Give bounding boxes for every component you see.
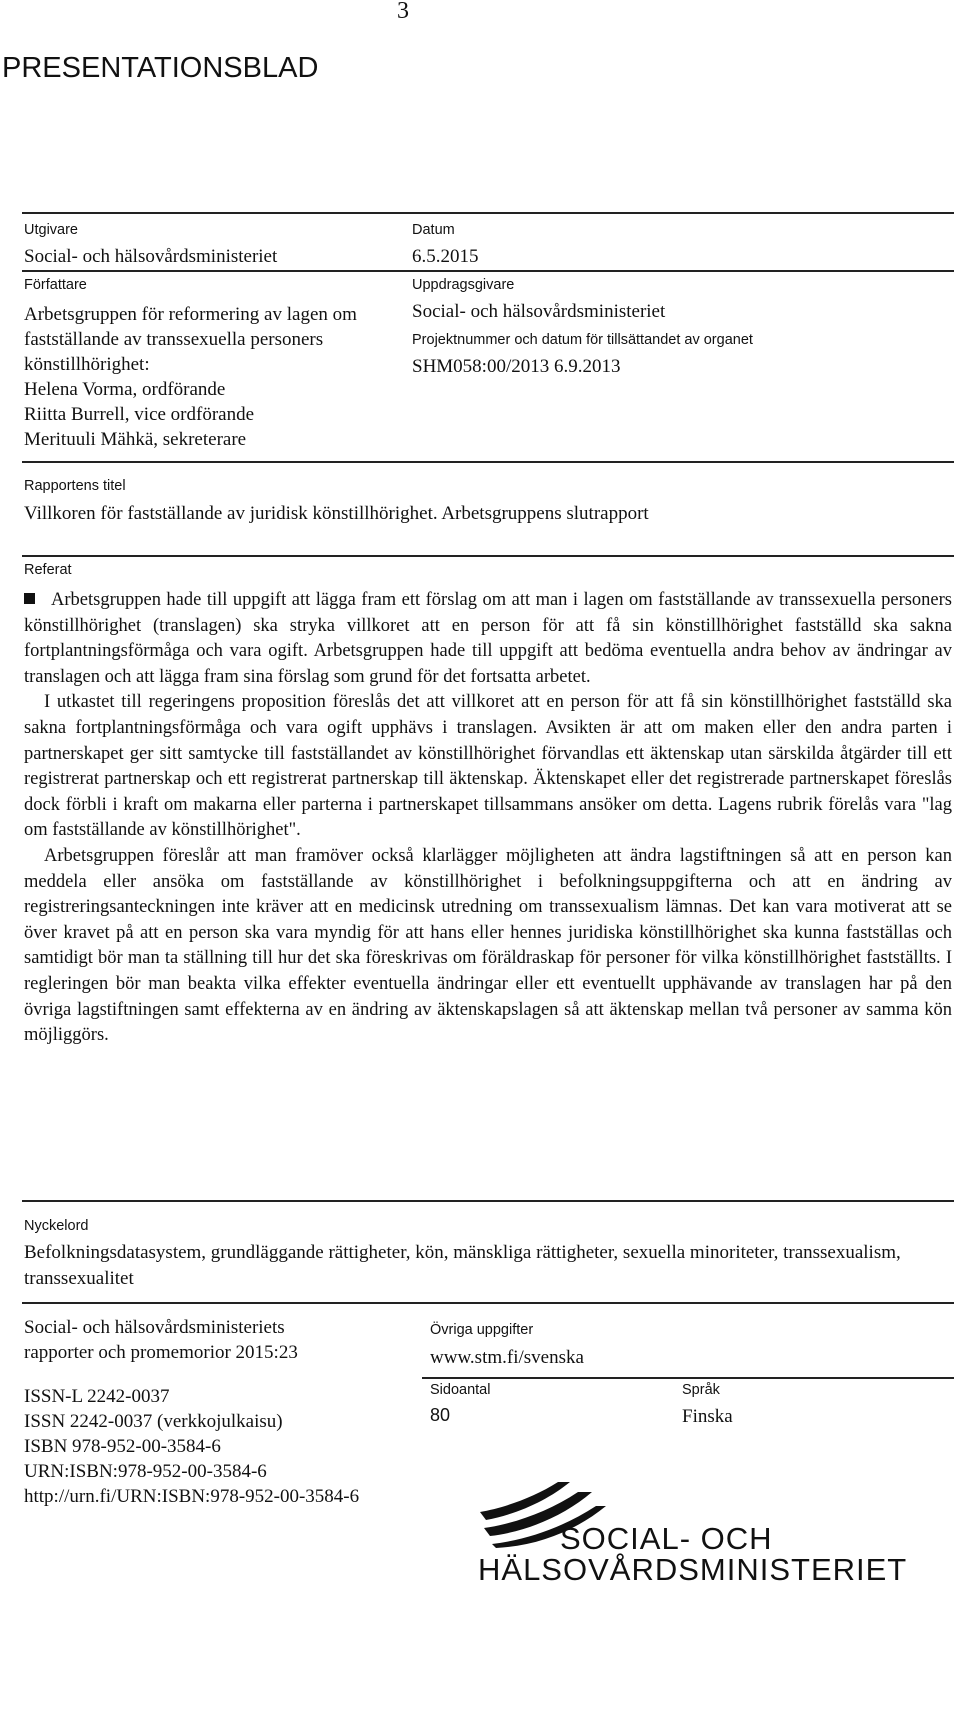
projektnummer-label: Projektnummer och datum för tillsättandet av organet — [412, 332, 753, 348]
uppdragsgivare-value: Social- och hälsovårdsministeriet — [412, 301, 666, 322]
issn: ISSN 2242-0037 (verkkojulkaisu) — [24, 1411, 283, 1432]
datum-value: 6.5.2015 — [412, 246, 479, 267]
serie-line: Social- och hälsovårdsministeriets — [24, 1317, 285, 1338]
referat-body — [24, 588, 952, 1049]
rapport-titel-label: Rapportens titel — [24, 478, 126, 494]
urn-link[interactable]: http://urn.fi/URN:ISBN:978-952-00-3584-6 — [24, 1486, 360, 1507]
projektnummer-value: SHM058:00/2013 6.9.2013 — [412, 356, 621, 377]
forfattare-line: Merituuli Mähkä, sekreterare — [24, 429, 247, 450]
utgivare-value: Social- och hälsovårdsministeriet — [24, 246, 278, 267]
nyckelord-value: Befolkningsdatasystem, grundläggande rättigheter, kön, mänskliga rättigheter, sexuella minoriteter, transsexualism, transsexualitet — [24, 1242, 901, 1289]
referat-paragraph: Arbetsgruppen hade till uppgift att lägga fram ett förslag om att man i lagen om fastställande av transsexuella personers könstillhörighet (translagen) ska stryka villkoret att en person för att få sin könstillhörighet fastställd ska sakna fortplantningsförmåga och vara ogift. Arbetsgruppen hade till uppgift att bedöma eventuella andra behov av ändringar av translagen och att lägga fram sina förslag som grund för det fortsatta arbetet. — [24, 590, 952, 687]
issn-l: ISSN-L 2242-0037 — [24, 1386, 170, 1407]
divider-top — [22, 212, 954, 214]
divider-rapport — [22, 461, 954, 463]
sidoantal-value: 80 — [430, 1405, 451, 1425]
logo-line1: SOCIAL- OCH — [560, 1521, 773, 1556]
utgivare-label: Utgivare — [24, 222, 78, 238]
divider-sidoantal — [422, 1377, 954, 1379]
nyckelord-label: Nyckelord — [24, 1218, 89, 1234]
ministry-logo — [478, 1478, 908, 1588]
page-number: 3 — [397, 0, 409, 24]
divider-datum — [22, 270, 954, 272]
square-bullet-icon — [24, 593, 35, 604]
referat-paragraph: I utkastet till regeringens proposition föreslås det att villkoret att en person för att få sin könstillhörighet fastställd ska sakna fortplantningsförmåga och vara ogift upphävs i translagen. Avsikten är att om maken eller den andra parten i partnerskapet ger sitt samtycke till fastställandet av könstillhörighet förvandlas ett äktenskap utan särskilda åtgärder till ett registrerat partnerskap och ett registrerat partnerskap till äktenskap. Äktenskapet eller det registrerade partnerskapet föreslås dock förbli i kraft om makarna eller parterna i partnerskapet tillsammans ansöker om detta. Lagens rubrik förelås vara "lag om fastställande av könstillhörighet". — [24, 692, 952, 841]
divider-referat — [22, 555, 954, 557]
forfattare-label: Författare — [24, 277, 87, 293]
serie-line: rapporter och promemorior 2015:23 — [24, 1342, 298, 1363]
identifiers-block — [24, 1384, 359, 1509]
forfattare-line: Riitta Burrell, vice ordförande — [24, 404, 255, 425]
forfattare-line: Helena Vorma, ordförande — [24, 379, 226, 400]
forfattare-block — [24, 302, 357, 452]
forfattare-line: fastställande av transsexuella personers — [24, 329, 324, 350]
datum-label: Datum — [412, 222, 455, 238]
sidoantal-label: Sidoantal — [430, 1382, 491, 1398]
isbn: ISBN 978-952-00-3584-6 — [24, 1436, 221, 1457]
forfattare-line: könstillhörighet: — [24, 354, 150, 375]
referat-label: Referat — [24, 562, 72, 578]
logo-line2: HÄLSOVÅRDSMINISTERIET — [478, 1552, 908, 1587]
urn-isbn: URN:ISBN:978-952-00-3584-6 — [24, 1461, 267, 1482]
serie-block — [24, 1315, 298, 1365]
ovriga-label: Övriga uppgifter — [430, 1322, 534, 1338]
ovriga-value[interactable]: www.stm.fi/svenska — [430, 1347, 584, 1368]
uppdragsgivare-label: Uppdragsgivare — [412, 277, 515, 293]
divider-nyckelord — [22, 1200, 954, 1202]
referat-paragraph: Arbetsgruppen föreslår att man framöver också klarlägger möjligheten att ändra lagstiftningen så att en person kan meddela eller ansöka om fastställande av könstillhörighet i befolkningsuppgifterna och att en ändring av registreringsanteckningen inte kräver att en medicinsk utredning om transsexualism lämnas. Det kan vara motiverat att se över kravet på att en person ska vara myndig för att hans eller hennes juridiska könstillhörighet ska kunna fastställas och samtidigt bör man ta ställning till hur det ska föreskrivas om föräldraskap för personer för vilka könstillhörighet fastställts. I regleringen bör man beakta vilka effekter eventuella ändringar eller ett eventuellt upphävande av translagen har på den övriga lagstiftningen samt effekterna av en ändring av äktenskapslagen så att äktenskap mellan två personer av samma kön möjliggörs. — [24, 845, 952, 1046]
page-title: PRESENTATIONSBLAD — [2, 52, 319, 84]
divider-bottom — [22, 1302, 954, 1304]
sprak-label: Språk — [682, 1382, 720, 1398]
sprak-value: Finska — [682, 1406, 733, 1427]
rapport-titel-value: Villkoren för fastställande av juridisk könstillhörighet. Arbetsgruppens slutrapport — [24, 503, 649, 524]
forfattare-line: Arbetsgruppen för reformering av lagen om — [24, 304, 357, 325]
